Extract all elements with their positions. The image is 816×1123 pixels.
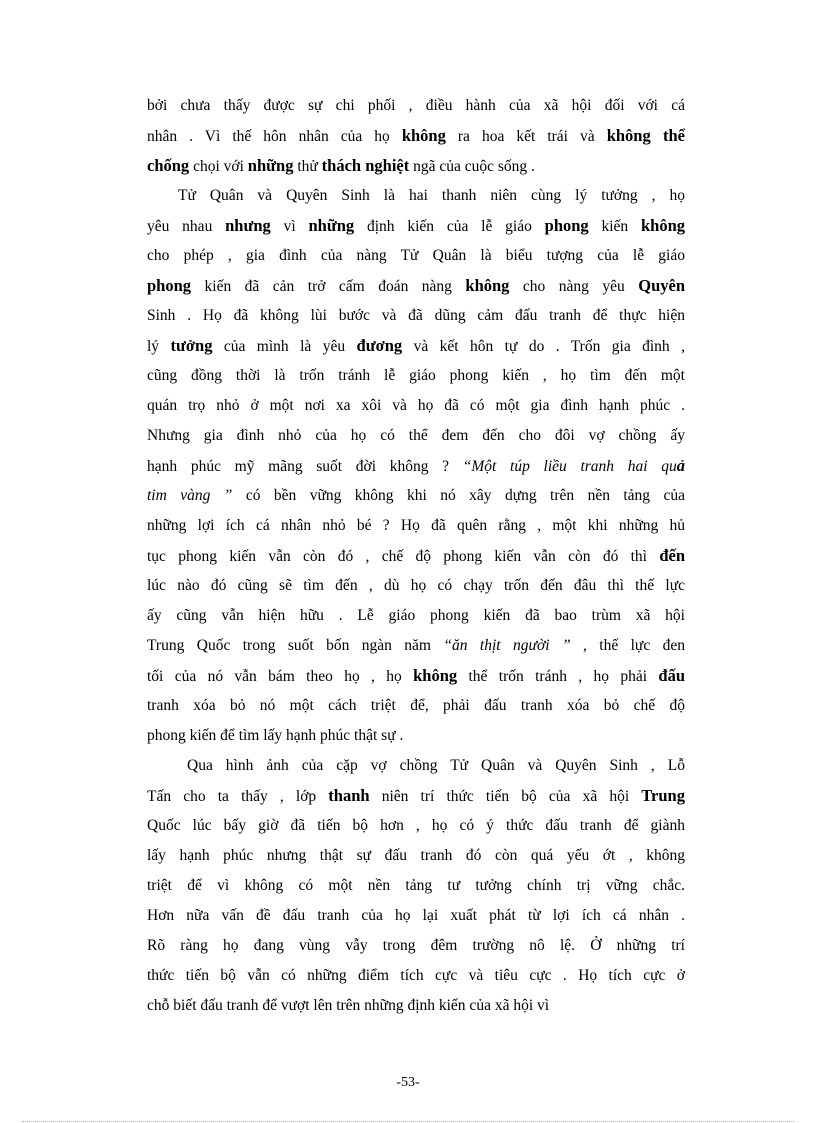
- text-line: Hơn nữa vấn đề đấu tranh của họ lại xuất phát từ lợi ích cá nhân .: [147, 907, 685, 924]
- page-number: -53-: [396, 1075, 420, 1090]
- text-line: Quốc lúc bấy giờ đã tiến bộ hơn , họ có ý thức đấu tranh để giành: [147, 817, 685, 834]
- text-line: hạnh phúc mỹ mãng suốt đời không ? “Một túp liều tranh hai quả: [147, 456, 685, 475]
- text-line: chống chọi với những thử thách nghiệt ngã của cuộc sống .: [147, 156, 535, 175]
- text-line: Tấn cho ta thấy , lớp thanh niên trí thức tiến bộ của xã hội Trung: [147, 786, 685, 805]
- text-line: triệt để vì không có một nền tảng tư tưởng chính trị vững chắc.: [147, 877, 685, 894]
- text-line: Sinh . Họ đã không lùi bước và đã dũng cảm đấu tranh để thực hiện: [147, 307, 685, 324]
- text-line: phong kiến đã cản trở cấm đoán nàng không cho nàng yêu Quyên: [147, 276, 685, 295]
- page-bottom-divider: [22, 1121, 794, 1122]
- text-line: ấy cũng vẫn hiện hữu . Lễ giáo phong kiến đã bao trùm xã hội: [147, 607, 685, 624]
- text-line: lúc nào đó cũng sẽ tìm đến , dù họ có chạy trốn đến đâu thì thế lực: [147, 577, 685, 594]
- text-line: cũng đồng thời là trốn tránh lễ giáo phong kiến , họ tìm đến một: [147, 367, 685, 384]
- text-line: lý tưởng của mình là yêu đương và kết hôn tự do . Trốn gia đình ,: [147, 336, 685, 355]
- text-line: Nhưng gia đình nhỏ của họ có thể đem đến cho đôi vợ chồng ấy: [147, 427, 685, 444]
- text-line: cho phép , gia đình của nàng Tử Quân là biểu tượng của lễ giáo: [147, 247, 685, 264]
- text-line: phong kiến để tìm lấy hạnh phúc thật sự .: [147, 727, 404, 744]
- text-line: Qua hình ảnh của cặp vợ chồng Tử Quân và Quyên Sinh , Lỗ: [187, 757, 685, 774]
- text-line: Rõ ràng họ đang vùng vẫy trong đêm trường nô lệ. Ở những trí: [147, 937, 685, 954]
- text-line: Tử Quân và Quyên Sinh là hai thanh niên cùng lý tưởng , họ: [178, 187, 685, 204]
- text-line: lấy hạnh phúc nhưng thật sự đấu tranh đó còn quá yếu ớt , không: [147, 847, 685, 864]
- text-line: bởi chưa thấy được sự chi phối , điều hành của xã hội đối với cá: [147, 97, 685, 114]
- text-line: chỗ biết đấu tranh để vượt lên trên những định kiến của xã hội vì: [147, 997, 550, 1014]
- text-line: yêu nhau nhưng vì những định kiến của lễ giáo phong kiến không: [147, 216, 686, 235]
- text-line: Trung Quốc trong suốt bốn ngàn năm “ăn thịt người ” , thế lực đen: [147, 637, 685, 654]
- text-line: nhân . Vì thế hôn nhân của họ không ra hoa kết trái và không thể: [147, 126, 685, 145]
- text-line: tim vàng ” có bền vững không khi nó xây dựng trên nền tảng của: [147, 487, 685, 504]
- text-line: tục phong kiến vẫn còn đó , chế độ phong kiến vẫn còn đó thì đến: [147, 546, 685, 565]
- text-line: những lợi ích cá nhân nhỏ bé ? Họ đã quên rằng , một khi những hủ: [147, 517, 685, 534]
- text-line: quán trọ nhỏ ở một nơi xa xôi và họ đã có một gia đình hạnh phúc .: [147, 397, 685, 414]
- text-line: tối của nó vẫn bám theo họ , họ không thể trốn tránh , họ phải đấu: [147, 666, 685, 685]
- text-line: tranh xóa bỏ nó một cách triệt để, phải đấu tranh xóa bỏ chế độ: [147, 697, 685, 714]
- text-line: thức tiến bộ vẫn có những điểm tích cực và tiêu cực . Họ tích cực ở: [147, 967, 685, 984]
